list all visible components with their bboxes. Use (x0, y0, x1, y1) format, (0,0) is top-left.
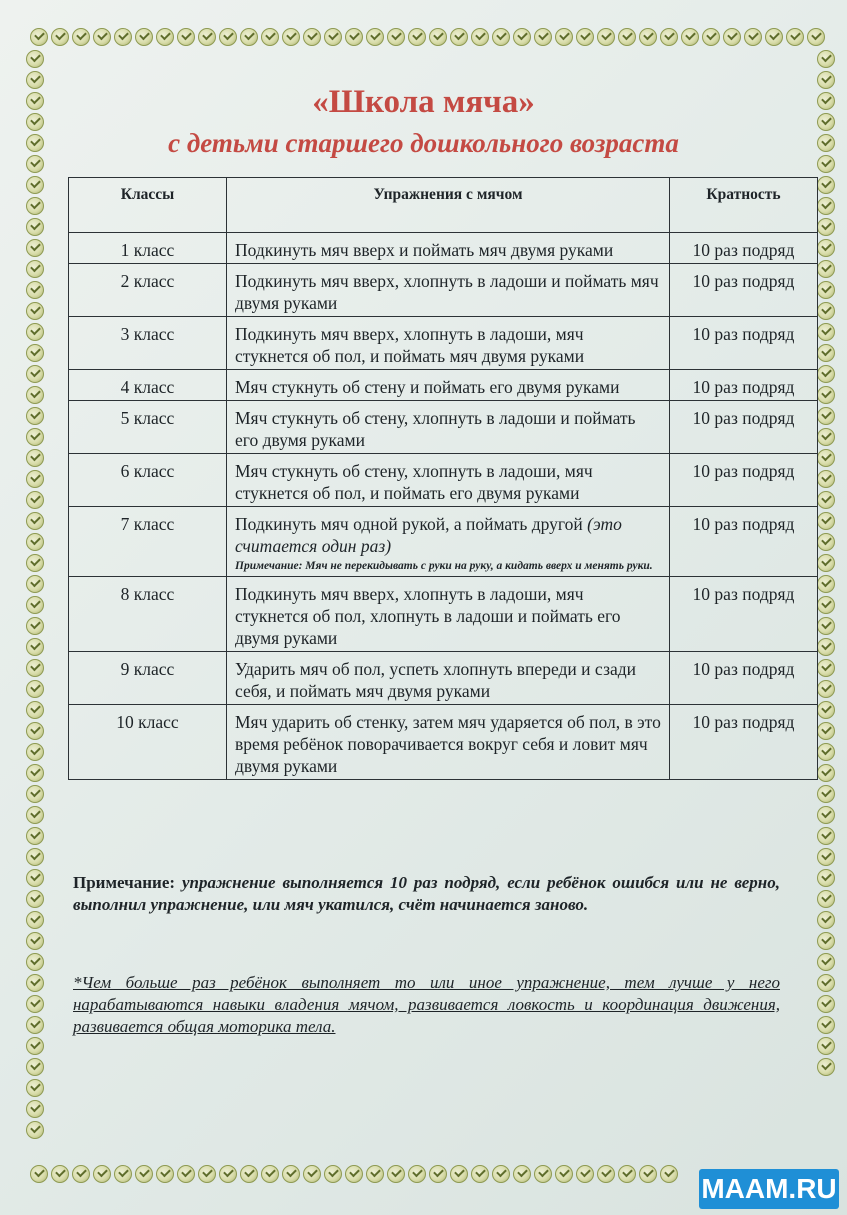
class-cell: 5 класс (69, 401, 227, 454)
class-cell: 3 класс (69, 317, 227, 370)
check-circle-icon (303, 28, 321, 46)
check-circle-icon (817, 344, 835, 362)
check-circle-icon (26, 659, 44, 677)
check-circle-icon (324, 1165, 342, 1183)
exercise-cell (227, 577, 670, 652)
check-circle-icon (26, 827, 44, 845)
check-circle-icon (681, 28, 699, 46)
check-circle-icon (513, 1165, 531, 1183)
check-circle-icon (26, 344, 44, 362)
note-text: упражнение выполняется 10 раз подряд, если ребёнок ошибся или не верно, выполнил упражнение, или мяч укатился, счёт начинается заново. (73, 873, 780, 914)
check-circle-icon (702, 28, 720, 46)
check-circle-icon (282, 28, 300, 46)
check-border-bottom (30, 1165, 692, 1187)
check-circle-icon (817, 932, 835, 950)
check-circle-icon (817, 50, 835, 68)
check-circle-icon (786, 28, 804, 46)
check-circle-icon (135, 1165, 153, 1183)
check-circle-icon (26, 995, 44, 1013)
check-circle-icon (219, 1165, 237, 1183)
check-circle-icon (555, 1165, 573, 1183)
check-circle-icon (51, 1165, 69, 1183)
check-circle-icon (817, 176, 835, 194)
check-circle-icon (240, 28, 258, 46)
check-circle-icon (26, 806, 44, 824)
check-circle-icon (534, 28, 552, 46)
check-circle-icon (817, 764, 835, 782)
check-circle-icon (387, 1165, 405, 1183)
check-circle-icon (93, 1165, 111, 1183)
exercise-cell (227, 705, 670, 780)
check-circle-icon (156, 1165, 174, 1183)
check-circle-icon (26, 218, 44, 236)
table-body (69, 233, 818, 780)
table-header-row (69, 178, 818, 233)
check-circle-icon (817, 407, 835, 425)
check-circle-icon (26, 1016, 44, 1034)
check-circle-icon (639, 28, 657, 46)
check-circle-icon (765, 28, 783, 46)
check-circle-icon (240, 1165, 258, 1183)
table-row (69, 577, 818, 652)
check-circle-icon (26, 743, 44, 761)
check-circle-icon (72, 28, 90, 46)
exercise-cell (227, 233, 670, 264)
exercise-text: Подкинуть мяч вверх, хлопнуть в ладоши и поймать мяч двумя руками (235, 271, 659, 313)
check-circle-icon (817, 491, 835, 509)
check-circle-icon (366, 28, 384, 46)
check-circle-icon (817, 323, 835, 341)
count-cell: 10 раз подряд (670, 317, 818, 370)
class-cell: 10 класс (69, 705, 227, 780)
check-circle-icon (817, 869, 835, 887)
exercise-text: Мяч стукнуть об стену и поймать его двумя руками (235, 377, 620, 397)
check-circle-icon (744, 28, 762, 46)
count-cell: 10 раз подряд (670, 705, 818, 780)
check-circle-icon (817, 533, 835, 551)
check-circle-icon (26, 323, 44, 341)
check-circle-icon (817, 911, 835, 929)
table-row (69, 454, 818, 507)
table-row (69, 705, 818, 780)
check-circle-icon (72, 1165, 90, 1183)
exercise-cell (227, 370, 670, 401)
check-circle-icon (817, 1037, 835, 1055)
check-circle-icon (26, 617, 44, 635)
check-circle-icon (576, 1165, 594, 1183)
check-circle-icon (492, 1165, 510, 1183)
check-circle-icon (817, 722, 835, 740)
exercise-text: Подкинуть мяч вверх, хлопнуть в ладоши, мяч стукнется об пол, хлопнуть в ладоши и поймать его двумя руками (235, 584, 621, 648)
check-circle-icon (387, 28, 405, 46)
note-label: Примечание: (73, 873, 176, 892)
check-circle-icon (817, 848, 835, 866)
table-row (69, 370, 818, 401)
check-circle-icon (534, 1165, 552, 1183)
check-circle-icon (597, 1165, 615, 1183)
check-border-right (817, 50, 839, 1110)
check-circle-icon (366, 1165, 384, 1183)
class-cell: 1 класс (69, 233, 227, 264)
check-circle-icon (408, 28, 426, 46)
class-cell: 2 класс (69, 264, 227, 317)
check-circle-icon (26, 953, 44, 971)
count-cell: 10 раз подряд (670, 233, 818, 264)
exercise-text: Подкинуть мяч одной рукой, а поймать другой (235, 514, 583, 534)
check-circle-icon (450, 28, 468, 46)
check-circle-icon (26, 533, 44, 551)
check-circle-icon (114, 28, 132, 46)
check-circle-icon (817, 785, 835, 803)
check-circle-icon (26, 1037, 44, 1055)
table-row (69, 264, 818, 317)
check-circle-icon (303, 1165, 321, 1183)
check-circle-icon (817, 575, 835, 593)
class-cell: 4 класс (69, 370, 227, 401)
check-circle-icon (26, 365, 44, 383)
check-border-left (26, 50, 48, 1170)
check-circle-icon (26, 449, 44, 467)
check-circle-icon (817, 197, 835, 215)
check-circle-icon (817, 974, 835, 992)
check-circle-icon (817, 554, 835, 572)
check-circle-icon (817, 743, 835, 761)
check-circle-icon (26, 176, 44, 194)
class-cell: 6 класс (69, 454, 227, 507)
check-circle-icon (26, 260, 44, 278)
check-circle-icon (26, 239, 44, 257)
check-circle-icon (26, 1058, 44, 1076)
check-circle-icon (817, 512, 835, 530)
check-circle-icon (26, 554, 44, 572)
check-circle-icon (93, 28, 111, 46)
check-circle-icon (177, 28, 195, 46)
check-circle-icon (156, 28, 174, 46)
check-circle-icon (26, 638, 44, 656)
header-exercises: Упражнения с мячом (227, 178, 670, 233)
exercise-cell (227, 401, 670, 454)
check-circle-icon (324, 28, 342, 46)
check-circle-icon (817, 890, 835, 908)
exercise-text: Мяч ударить об стенку, затем мяч ударяется об пол, в это время ребёнок поворачивается вокруг себя и ловит мяч двумя руками (235, 712, 661, 776)
check-circle-icon (26, 701, 44, 719)
count-cell: 10 раз подряд (670, 577, 818, 652)
count-cell: 10 раз подряд (670, 370, 818, 401)
check-circle-icon (817, 827, 835, 845)
check-circle-icon (26, 1079, 44, 1097)
check-circle-icon (817, 680, 835, 698)
check-circle-icon (26, 512, 44, 530)
check-circle-icon (817, 302, 835, 320)
check-circle-icon (817, 386, 835, 404)
exercise-text: Ударить мяч об пол, успеть хлопнуть впереди и сзади себя, и поймать мяч двумя руками (235, 659, 637, 701)
check-circle-icon (26, 596, 44, 614)
check-circle-icon (282, 1165, 300, 1183)
exercise-cell (227, 507, 670, 577)
check-circle-icon (429, 28, 447, 46)
check-circle-icon (114, 1165, 132, 1183)
exercise-text: Мяч стукнуть об стену, хлопнуть в ладоши, мяч стукнется об пол, и поймать его двумя руками (235, 461, 593, 503)
check-circle-icon (26, 428, 44, 446)
exercise-cell (227, 454, 670, 507)
check-circle-icon (261, 28, 279, 46)
check-circle-icon (261, 1165, 279, 1183)
exercise-cell (227, 264, 670, 317)
exercise-cell (227, 317, 670, 370)
check-circle-icon (26, 785, 44, 803)
check-circle-icon (817, 428, 835, 446)
check-circle-icon (219, 28, 237, 46)
note-paragraph (73, 872, 780, 916)
check-circle-icon (26, 722, 44, 740)
check-circle-icon (26, 302, 44, 320)
check-circle-icon (26, 890, 44, 908)
check-circle-icon (198, 28, 216, 46)
check-circle-icon (618, 28, 636, 46)
check-circle-icon (135, 28, 153, 46)
check-circle-icon (26, 764, 44, 782)
check-circle-icon (555, 28, 573, 46)
table-row (69, 652, 818, 705)
count-cell: 10 раз подряд (670, 264, 818, 317)
check-circle-icon (639, 1165, 657, 1183)
exercise-text: Подкинуть мяч вверх, хлопнуть в ладоши, мяч стукнется об пол, и поймать мяч двумя руками (235, 324, 585, 366)
check-circle-icon (817, 638, 835, 656)
check-circle-icon (26, 680, 44, 698)
check-circle-icon (471, 1165, 489, 1183)
check-circle-icon (26, 470, 44, 488)
check-circle-icon (26, 848, 44, 866)
check-circle-icon (817, 239, 835, 257)
check-circle-icon (807, 28, 825, 46)
exercise-note: Примечание: Мяч не перекидывать с руки на руку, а кидать вверх и менять руки. (235, 560, 653, 572)
check-circle-icon (26, 932, 44, 950)
class-cell: 7 класс (69, 507, 227, 577)
count-cell: 10 раз подряд (670, 401, 818, 454)
check-circle-icon (618, 1165, 636, 1183)
check-circle-icon (26, 974, 44, 992)
table-row (69, 233, 818, 264)
table-row (69, 507, 818, 577)
check-circle-icon (51, 28, 69, 46)
check-circle-icon (26, 869, 44, 887)
exercise-table (68, 177, 818, 780)
check-circle-icon (26, 386, 44, 404)
check-circle-icon (817, 281, 835, 299)
check-circle-icon (26, 1100, 44, 1118)
check-circle-icon (817, 617, 835, 635)
exercise-text: Подкинуть мяч вверх и поймать мяч двумя руками (235, 240, 614, 260)
check-circle-icon (817, 995, 835, 1013)
check-circle-icon (817, 1016, 835, 1034)
check-circle-icon (26, 281, 44, 299)
check-circle-icon (345, 1165, 363, 1183)
check-circle-icon (198, 1165, 216, 1183)
check-circle-icon (817, 470, 835, 488)
header-count: Кратность (670, 178, 818, 233)
page-subtitle: с детьми старшего дошкольного возраста (168, 128, 679, 158)
exercise-italic-text: (это считается один раз) (235, 514, 622, 556)
check-circle-icon (26, 575, 44, 593)
watermark-logo: MAAM.RU (699, 1169, 839, 1209)
count-cell: 10 раз подряд (670, 454, 818, 507)
check-circle-icon (26, 197, 44, 215)
check-circle-icon (817, 260, 835, 278)
count-cell: 10 раз подряд (670, 652, 818, 705)
header-classes: Классы (69, 178, 227, 233)
check-circle-icon (576, 28, 594, 46)
table-row (69, 317, 818, 370)
check-circle-icon (345, 28, 363, 46)
check-circle-icon (817, 596, 835, 614)
check-circle-icon (450, 1165, 468, 1183)
check-circle-icon (177, 1165, 195, 1183)
check-circle-icon (817, 806, 835, 824)
check-circle-icon (597, 28, 615, 46)
check-circle-icon (26, 1121, 44, 1139)
check-circle-icon (492, 28, 510, 46)
check-circle-icon (26, 50, 44, 68)
check-circle-icon (660, 1165, 678, 1183)
check-circle-icon (817, 365, 835, 383)
table-row (69, 401, 818, 454)
count-cell: 10 раз подряд (670, 507, 818, 577)
check-circle-icon (471, 28, 489, 46)
check-circle-icon (817, 701, 835, 719)
check-circle-icon (429, 1165, 447, 1183)
check-circle-icon (817, 449, 835, 467)
class-cell: 9 класс (69, 652, 227, 705)
check-circle-icon (26, 407, 44, 425)
check-circle-icon (660, 28, 678, 46)
exercise-cell (227, 652, 670, 705)
check-circle-icon (30, 28, 48, 46)
check-circle-icon (817, 218, 835, 236)
check-circle-icon (26, 491, 44, 509)
check-circle-icon (817, 953, 835, 971)
check-circle-icon (513, 28, 531, 46)
page-title: «Школа мяча» (312, 84, 535, 120)
footnote: *Чем больше раз ребёнок выполняет то или иное упражнение, тем лучше у него нарабатываются навыки владения мячом, развивается ловкость и координация движения, развивается общая моторика тела. (73, 973, 780, 1036)
check-circle-icon (723, 28, 741, 46)
check-circle-icon (817, 1058, 835, 1076)
class-cell: 8 класс (69, 577, 227, 652)
check-circle-icon (26, 911, 44, 929)
check-circle-icon (408, 1165, 426, 1183)
check-circle-icon (817, 659, 835, 677)
check-border-top (30, 28, 842, 50)
exercise-text: Мяч стукнуть об стену, хлопнуть в ладоши и поймать его двумя руками (235, 408, 636, 450)
